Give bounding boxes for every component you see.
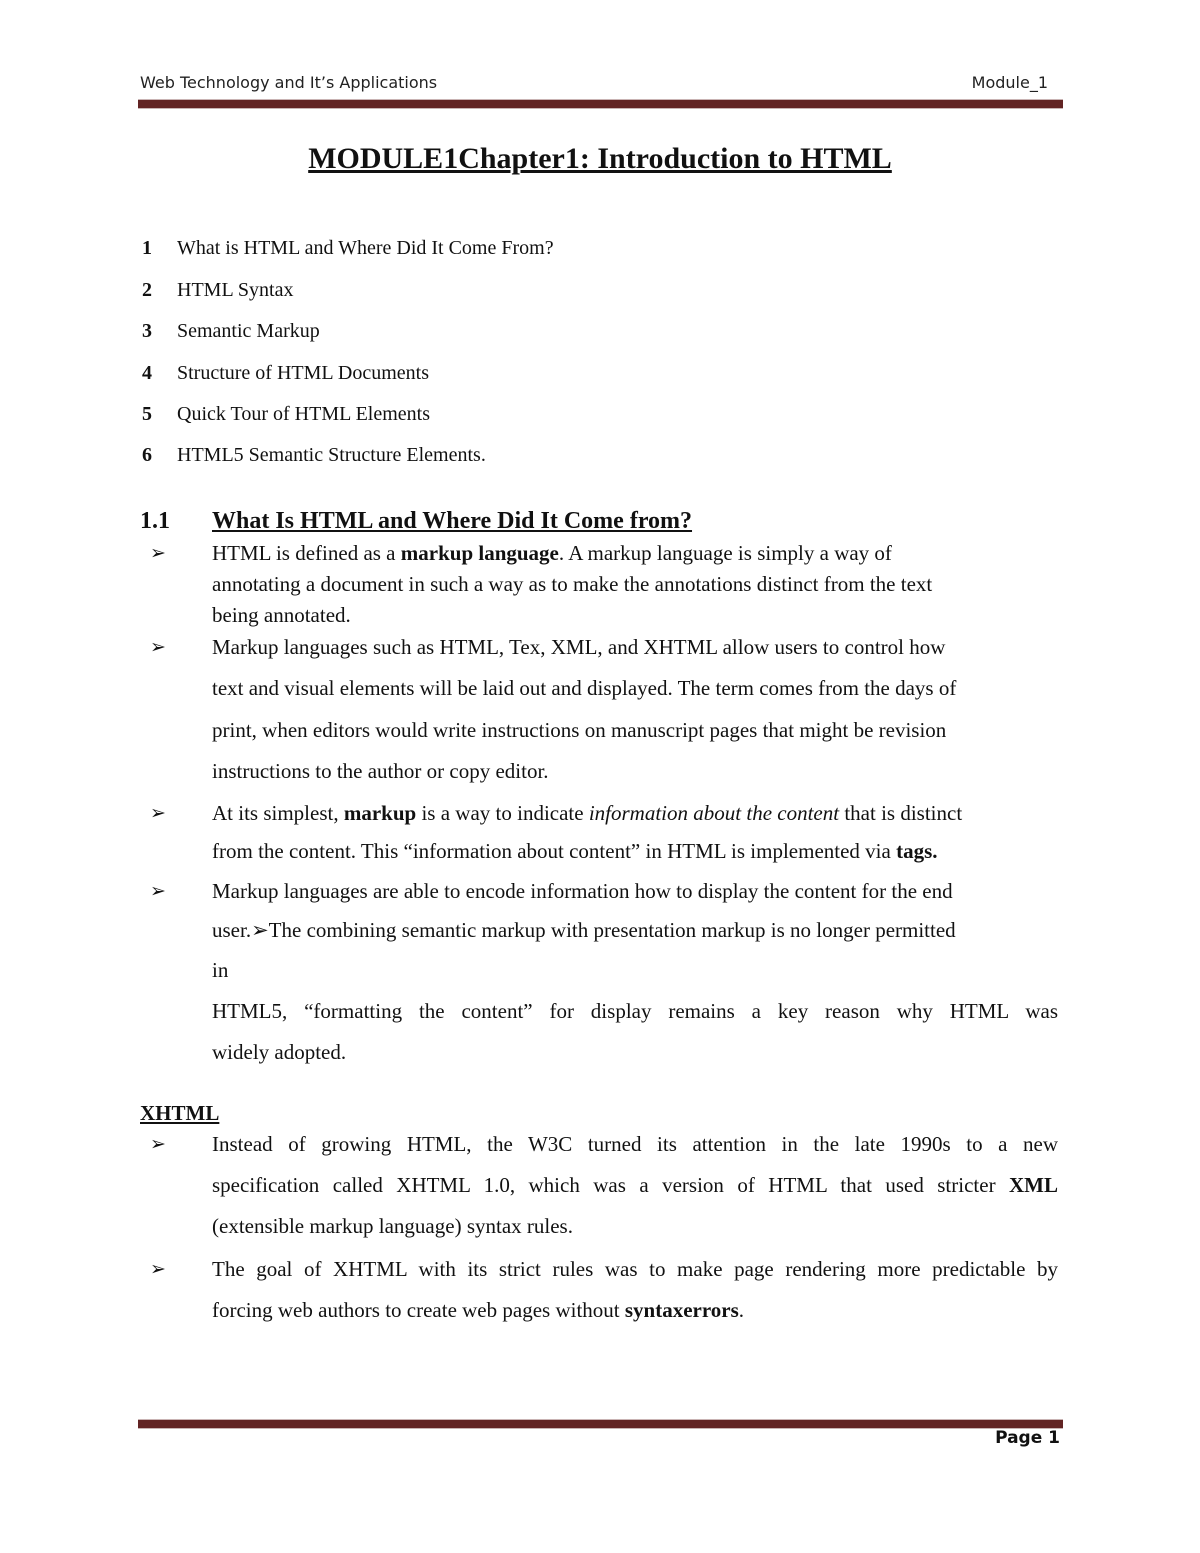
toc-number: 6 — [142, 444, 152, 466]
text-line — [212, 1255, 1058, 1283]
text-run: . — [738, 1298, 745, 1322]
text-run: from the content. This “information about content” in HTML is implemented via — [212, 839, 897, 863]
text-line — [212, 539, 892, 567]
bullet-arrow-icon: ➢ — [150, 636, 166, 658]
bullet-arrow-icon: ➢ — [150, 802, 166, 824]
text-run: user.➢The combining semantic markup with presentation markup is no longer permitted — [212, 918, 956, 942]
text-line — [212, 1171, 1058, 1199]
bold-text: markup language — [400, 541, 559, 565]
toc-item: Structure of HTML Documents — [177, 362, 429, 384]
text-line — [212, 757, 549, 785]
text-run: The goal of XHTML with its strict rules was to make page rendering more predictable by — [212, 1257, 1058, 1281]
toc-number: 2 — [142, 279, 152, 301]
toc-item: Quick Tour of HTML Elements — [177, 403, 430, 425]
text-run: Markup languages such as HTML, Tex, XML, and XHTML allow users to control how — [212, 635, 946, 659]
toc-number: 1 — [142, 237, 152, 259]
page-title: MODULE1Chapter1: Introduction to HTML — [308, 142, 892, 175]
text-line — [212, 1038, 346, 1066]
text-line — [212, 997, 1058, 1025]
text-run: is a way to indicate — [416, 801, 589, 825]
toc-item: HTML5 Semantic Structure Elements. — [177, 444, 486, 466]
bullet-arrow-icon: ➢ — [150, 1133, 166, 1155]
text-run: that is distinct — [839, 801, 963, 825]
toc-number: 3 — [142, 320, 152, 342]
bullet-arrow-icon: ➢ — [150, 1258, 166, 1280]
text-line — [212, 601, 351, 629]
text-run: being annotated. — [212, 603, 351, 627]
text-run: . A markup language is simply a way of — [558, 541, 892, 565]
text-line — [212, 956, 228, 984]
text-line — [212, 916, 956, 944]
text-run: forcing web authors to create web pages without — [212, 1298, 625, 1322]
text-line — [212, 1296, 744, 1324]
bold-text: tags. — [896, 839, 938, 863]
text-run: text and visual elements will be laid out and displayed. The term comes from the days of — [212, 676, 957, 700]
toc-item: HTML Syntax — [177, 279, 294, 301]
text-line — [212, 674, 956, 702]
text-line — [212, 837, 938, 865]
text-run: HTML5, “formatting the content” for display remains a key reason why HTML was — [212, 999, 1058, 1023]
page-number: Page 1 — [995, 1428, 1060, 1448]
text-line — [212, 570, 932, 598]
text-run: annotating a document in such a way as to make the annotations distinct from the text — [212, 572, 933, 596]
text-line — [212, 877, 953, 905]
header-module: Module_1 — [971, 73, 1048, 92]
text-line — [212, 1212, 573, 1240]
bullet-arrow-icon: ➢ — [150, 542, 166, 564]
text-run: instructions to the author or copy editor. — [212, 759, 549, 783]
subheading-xhtml: XHTML — [140, 1101, 220, 1125]
bold-text: syntaxerrors — [624, 1298, 739, 1322]
italic-text: information about the content — [588, 801, 840, 825]
header-title: Web Technology and It’s Applications — [140, 73, 438, 92]
text-run: print, when editors would write instructions on manuscript pages that might be revision — [212, 718, 947, 742]
section-title: What Is HTML and Where Did It Come from? — [212, 508, 693, 534]
toc-number: 5 — [142, 403, 152, 425]
bold-text: markup — [343, 801, 417, 825]
text-line — [212, 633, 945, 661]
header-rule — [138, 99, 1063, 109]
text-run: At its simplest, — [212, 801, 344, 825]
text-line — [212, 716, 946, 744]
bullet-arrow-icon: ➢ — [150, 880, 166, 902]
text-run: specification called XHTML 1.0, which was a version of HTML that used stricter — [212, 1173, 1009, 1197]
toc-item: What is HTML and Where Did It Come From? — [177, 237, 554, 259]
text-run: in — [212, 958, 229, 982]
section-number: 1.1 — [140, 508, 170, 534]
text-run: HTML is defined as a — [212, 541, 401, 565]
toc-item: Semantic Markup — [177, 320, 320, 342]
toc-number: 4 — [142, 362, 152, 384]
bold-text: XML — [1009, 1173, 1058, 1197]
text-run: widely adopted. — [212, 1040, 347, 1064]
text-line — [212, 1130, 1058, 1158]
footer-rule — [138, 1419, 1063, 1429]
text-run: Markup languages are able to encode information how to display the content for the end — [212, 879, 953, 903]
text-run: (extensible markup language) syntax rules. — [212, 1214, 573, 1238]
text-line — [212, 799, 962, 827]
text-run: Instead of growing HTML, the W3C turned its attention in the late 1990s to a new — [212, 1132, 1058, 1156]
